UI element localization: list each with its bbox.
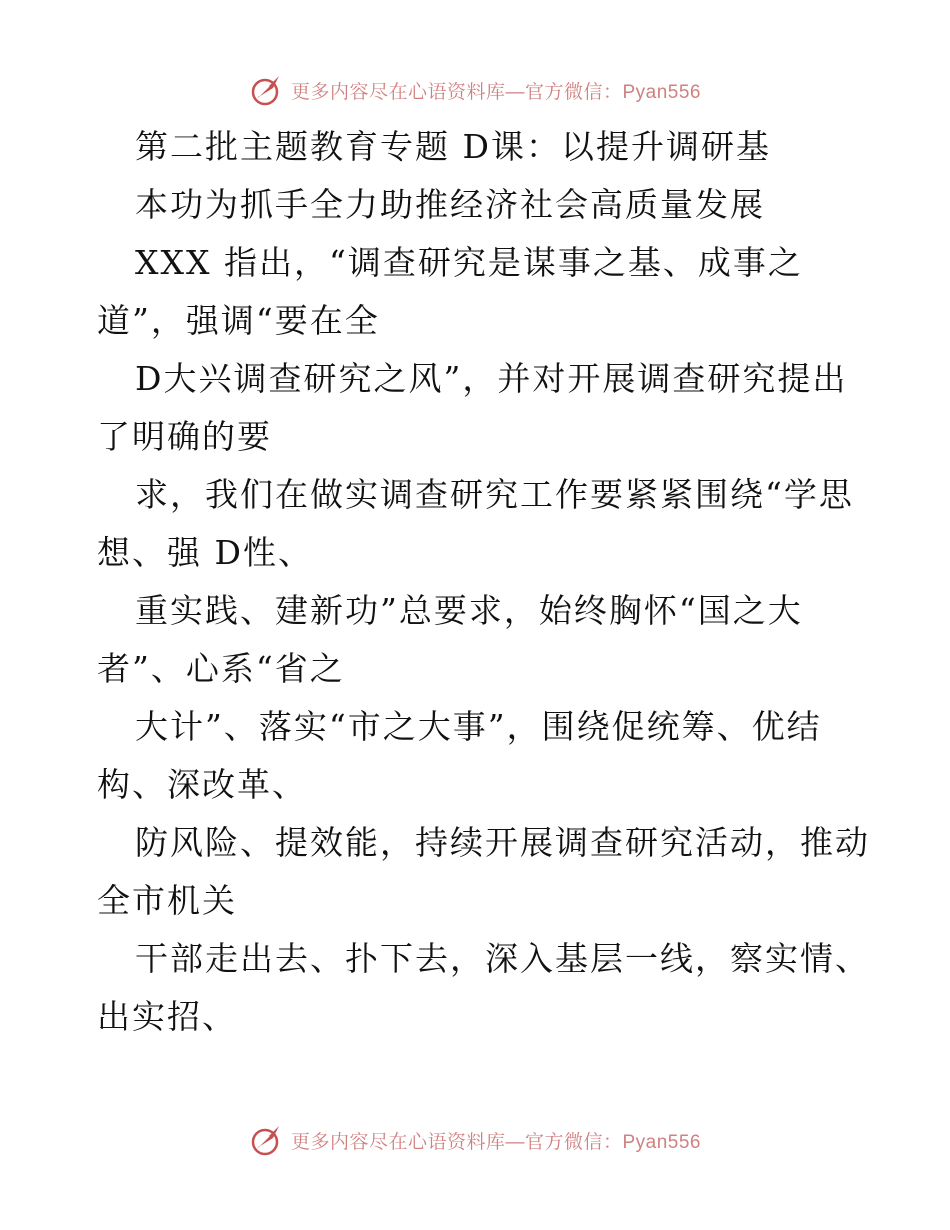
text-line: 防风险、提效能，持续开展调查研究活动，推动 (135, 823, 870, 862)
watermark-header (0, 70, 950, 110)
watermark-text: 更多内容尽在心语资料库—官方微信：Pyan556 (290, 1131, 701, 1153)
text-line: 大计”、落实“市之大事”，围绕促统筹、优结 (135, 707, 822, 746)
text-line: D大兴调查研究之风”，并对开展调查研究提出 (135, 359, 848, 398)
text-line: 构、深改革、 (97, 765, 307, 804)
text-line: 求，我们在做实调查研究工作要紧紧围绕“学思 (135, 475, 854, 514)
text-line: 了明确的要 (97, 417, 272, 456)
quill-logo-icon (249, 1122, 285, 1158)
text-line: 重实践、建新功”总要求，始终胸怀“国之大 (135, 591, 803, 630)
watermark-footer (0, 1120, 950, 1160)
text-line: 干部走出去、扑下去，深入基层一线，察实情、 (135, 939, 870, 978)
document-body (97, 118, 870, 1046)
text-line: 者”、心系“省之 (97, 649, 345, 688)
watermark-text: 更多内容尽在心语资料库—官方微信：Pyan556 (290, 81, 701, 103)
text-line: 全市机关 (97, 881, 237, 920)
text-line: XXX 指出，“调查研究是谋事之基、成事之 (135, 243, 803, 282)
text-line: 道”，强调“要在全 (97, 301, 380, 340)
quill-logo-icon (249, 72, 285, 108)
text-line: 出实招、 (97, 997, 237, 1036)
text-line: 第二批主题教育专题 D课：以提升调研基 (135, 127, 771, 166)
text-line: 本功为抓手全力助推经济社会高质量发展 (135, 185, 765, 224)
text-line: 想、强 D性、 (97, 533, 313, 572)
